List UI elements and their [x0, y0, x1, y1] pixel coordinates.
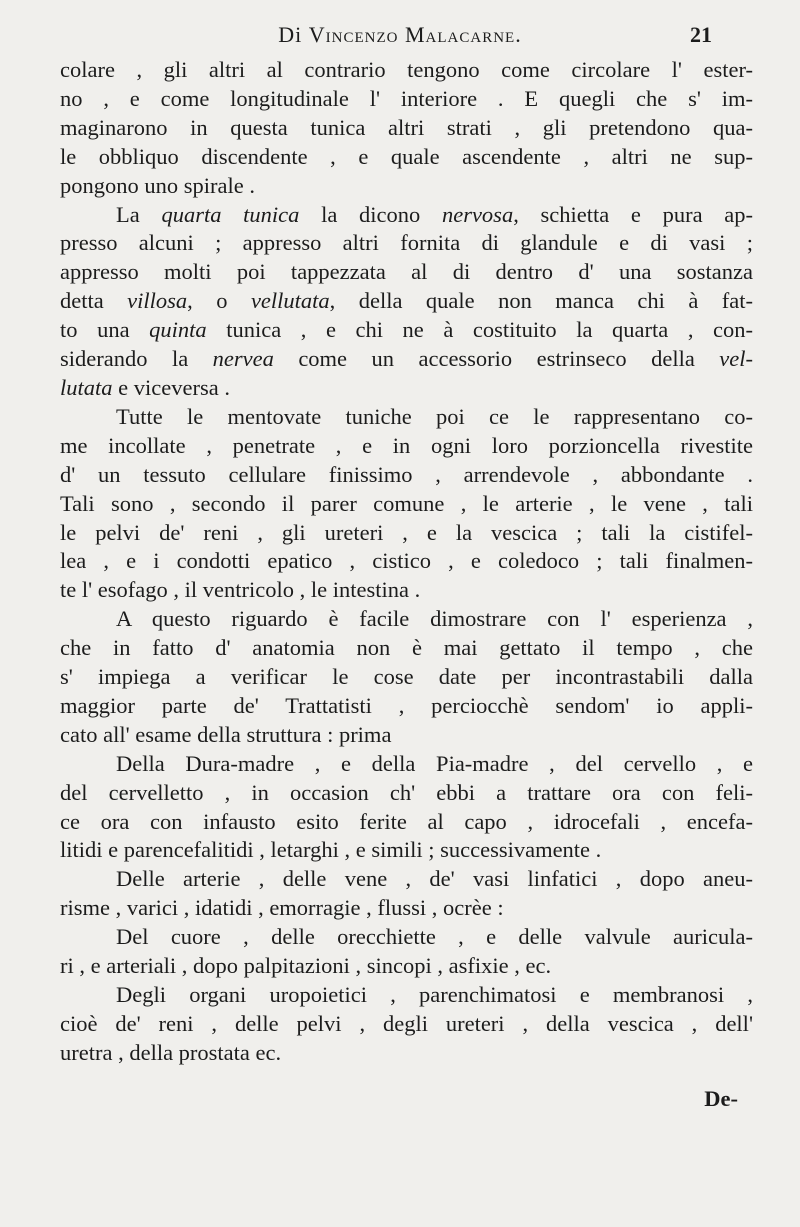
text-line: Del cuore , delle orecchiette , e delle valvule auricula- [116, 924, 753, 950]
text-line: te l' esofago , il ventricolo , le intestina . [60, 577, 421, 603]
text-line: maggior parte de' Trattatisti , perciocchè sendom' io appli- [60, 692, 753, 718]
text-line: litidi e parencefalitidi , letarghi , e simili ; successivamente . [60, 837, 602, 863]
text-line [60, 316, 753, 345]
paragraph-4 [60, 605, 753, 750]
text-line: le obbliquo discendente , e quale ascendente , altri ne sup- [60, 143, 753, 169]
text-line: me incollate , penetrate , e in ogni loro porzioncella rivestite [60, 432, 753, 458]
paragraph-1 [60, 56, 753, 201]
italic-term: nervea [212, 346, 274, 372]
text-run: come un accessorio estrinseco della [273, 346, 720, 372]
text-line: Degli organi uropoietici , parenchimatosi e membranosi , [116, 982, 753, 1007]
paragraph-2 [60, 201, 753, 403]
italic-term: nervosa [441, 201, 514, 227]
italic-term: quarta tunica [161, 201, 300, 227]
page-body [60, 56, 753, 1068]
text-run: e viceversa . [112, 374, 230, 400]
text-line [60, 287, 753, 316]
text-line: appresso molti poi tappezzata al di dentro d' una sostanza [60, 259, 753, 285]
text-line: cato all' esame della struttura : prima [60, 721, 392, 747]
text-line: ri , e arteriali , dopo palpitazioni , sincopi , asfixie , ec. [60, 953, 552, 979]
running-title-name: Vincenzo Malacarne [308, 22, 516, 47]
text-line: cioè de' reni , delle pelvi , degli ureteri , della vescica , dell' [60, 1010, 753, 1036]
text-line [60, 345, 753, 374]
text-line: che in fatto d' anatomia non è mai gettato il tempo , che [60, 635, 753, 661]
text-line: s' impiega a verificar le cose date per incontrastabili dalla [60, 664, 753, 690]
text-line: Tali sono , secondo il parer comune , le arterie , le vene , tali [60, 490, 753, 516]
paragraph-8 [60, 981, 753, 1068]
italic-term: vel- [719, 346, 753, 372]
text-line: lea , e i condotti epatico , cistico , e coledoco ; tali finalmen- [60, 548, 753, 574]
text-line: Della Dura-madre , e della Pia-madre , del cervello , e [116, 750, 753, 776]
paragraph-7 [60, 923, 753, 981]
text-line [60, 374, 753, 403]
text-run: , della quale non manca chi à fat- [329, 288, 754, 314]
italic-term: quinta [149, 317, 207, 343]
text-line: maginarono in questa tunica altri strati , gli pretendono qua- [60, 114, 753, 140]
page-header [0, 22, 800, 54]
text-line: le pelvi de' reni , gli ureteri , e la vescica ; tali la cistifel- [60, 519, 753, 545]
paragraph-3 [60, 403, 753, 605]
text-run: siderando la [60, 346, 213, 372]
catchword: De- [704, 1086, 738, 1111]
text-run: La [116, 201, 162, 227]
page-number: 21 [690, 22, 712, 47]
text-line: Delle arterie , delle vene , de' vasi linfatici , dopo aneu- [116, 866, 753, 892]
text-run: to una [60, 317, 150, 343]
text-run: , schietta e pura ap- [513, 201, 754, 227]
paragraph-6 [60, 865, 753, 923]
running-title [0, 22, 800, 48]
text-line: A questo riguardo è facile dimostrare con l' esperienza , [116, 606, 753, 632]
text-run: , o [187, 288, 251, 314]
text-run: detta [60, 288, 128, 314]
text-line: del cervelletto , in occasion ch' ebbi a trattare ora con feli- [60, 779, 753, 805]
italic-term: vellutata [250, 288, 330, 314]
text-line: ce ora con infausto esito ferite al capo , idrocefali , encefa- [60, 808, 753, 834]
text-run: la dicono [299, 201, 442, 227]
text-line: uretra , della prostata ec. [60, 1039, 282, 1065]
text-line: presso alcuni ; appresso altri fornita di glandule e di vasi ; [60, 230, 753, 256]
text-line: d' un tessuto cellulare finissimo , arrendevole , abbondante . [60, 461, 753, 487]
text-line: colare , gli altri al contrario tengono come circolare l' ester- [60, 57, 753, 82]
paragraph-5 [60, 750, 753, 866]
text-line: risme , varici , idatidi , emorragie , flussi , ocrèe : [60, 895, 504, 921]
running-title-prefix: Di [278, 22, 309, 47]
text-line: pongono uno spirale . [60, 172, 255, 198]
text-line: Tutte le mentovate tuniche poi ce le rappresentano co- [116, 403, 753, 429]
italic-term: lutata [60, 374, 113, 400]
running-title-suffix: . [515, 22, 522, 47]
text-line: no , e come longitudinale l' interiore . E quegli che s' im- [60, 85, 753, 111]
text-line [60, 201, 753, 230]
italic-term: villosa [127, 288, 188, 314]
text-run: tunica , e chi ne à costituito la quarta , con- [206, 317, 753, 343]
